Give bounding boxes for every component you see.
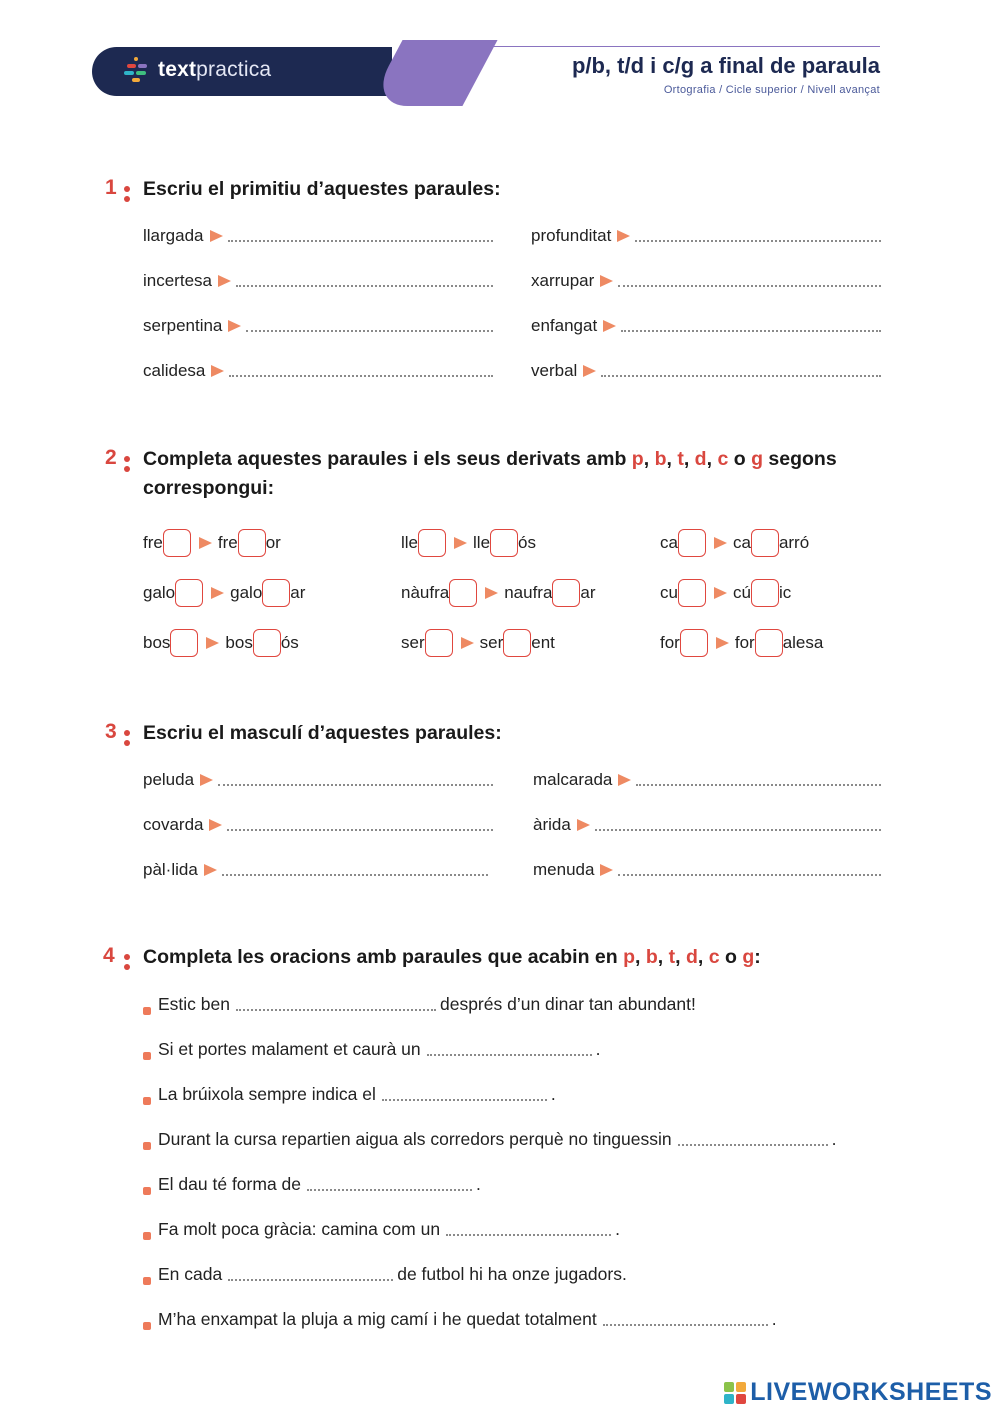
letter-box[interactable] (755, 629, 783, 657)
word-prompt: incertesa (143, 271, 212, 290)
answer-field[interactable] (228, 1278, 393, 1281)
answer-field[interactable] (621, 329, 881, 332)
section-colon-icon (124, 954, 130, 974)
word-completion-item: for for alesa (660, 629, 823, 657)
arrow-icon (617, 230, 630, 242)
word-prompt: llargada (143, 226, 204, 245)
section-heading: Escriu el masculí d’aquestes paraules: (143, 722, 502, 744)
section-number: 4 (103, 944, 115, 967)
letter-box[interactable] (262, 579, 290, 607)
arrow-icon (200, 774, 213, 786)
word-completion-item: fre fre or (143, 529, 281, 557)
exercise-row (531, 271, 881, 291)
bullet-icon (143, 1097, 151, 1105)
worksheet-title: p/b, t/d i c/g a final de paraula (571, 53, 880, 78)
word-prompt: pàl·lida (143, 860, 198, 879)
arrow-icon (454, 537, 467, 549)
bullet-icon (143, 1277, 151, 1285)
sentence-item: La brúixola sempre indica el . (143, 1084, 556, 1105)
letter-box[interactable] (418, 529, 446, 557)
arrow-icon (204, 864, 217, 876)
word-completion-item: bos bos ós (143, 629, 299, 657)
letter-box[interactable] (680, 629, 708, 657)
answer-field[interactable] (635, 239, 881, 242)
exercise-row (143, 316, 493, 336)
section-heading: Escriu el primitiu d’aquestes paraules: (143, 178, 501, 200)
arrow-icon (716, 637, 729, 649)
letter-box[interactable] (678, 579, 706, 607)
letter-box[interactable] (163, 529, 191, 557)
answer-field[interactable] (229, 374, 493, 377)
arrow-icon (461, 637, 474, 649)
answer-field[interactable] (601, 374, 881, 377)
answer-field[interactable] (307, 1188, 472, 1191)
letter-box[interactable] (490, 529, 518, 557)
word-completion-item: lle lle ós (401, 529, 536, 557)
section-number: 2 (105, 446, 117, 469)
arrow-icon (210, 230, 223, 242)
arrow-icon (714, 587, 727, 599)
word-prompt: menuda (533, 860, 595, 879)
sentence-item: El dau té forma de . (143, 1174, 481, 1195)
exercise-row (533, 815, 881, 835)
answer-field[interactable] (382, 1098, 547, 1101)
section-colon-icon (124, 456, 130, 476)
word-prompt: calidesa (143, 361, 206, 380)
section-number: 3 (105, 720, 117, 743)
word-prompt: serpentina (143, 316, 223, 335)
letter-box[interactable] (751, 529, 779, 557)
word-prompt: enfangat (531, 316, 598, 335)
word-prompt: xarrupar (531, 271, 595, 290)
exercise-row (531, 226, 881, 246)
letter-box[interactable] (503, 629, 531, 657)
word-prompt: malcarada (533, 770, 613, 789)
word-prompt: covarda (143, 815, 204, 834)
letter-box[interactable] (170, 629, 198, 657)
exercise-row (531, 361, 881, 381)
textpractica-logo-icon (124, 57, 150, 83)
exercise-row (143, 271, 493, 291)
logo-wordmark: textpractica (158, 58, 272, 81)
letter-box[interactable] (253, 629, 281, 657)
answer-field[interactable] (618, 873, 881, 876)
answer-field[interactable] (427, 1053, 592, 1056)
answer-field[interactable] (595, 828, 881, 831)
exercise-row (143, 815, 493, 835)
sentence-item: M’ha enxampat la pluja a mig camí i he quedat totalment . (143, 1309, 777, 1330)
letter-box[interactable] (678, 529, 706, 557)
arrow-icon (211, 365, 224, 377)
arrow-icon (199, 537, 212, 549)
word-prompt: profunditat (531, 226, 612, 245)
section-colon-icon (124, 730, 130, 750)
word-completion-item: cu cú ic (660, 579, 791, 607)
letter-box[interactable] (751, 579, 779, 607)
worksheet-subtitle: Ortografia / Cicle superior / Nivell avançat (663, 84, 880, 96)
brand-name: LIVEWORKSHEETS (750, 1378, 992, 1406)
section-heading: Completa les oracions amb paraules que acabin en p, b, t, d, c o g: (143, 946, 761, 968)
exercise-row (531, 316, 881, 336)
arrow-icon (211, 587, 224, 599)
bullet-icon (143, 1232, 151, 1240)
arrow-icon (485, 587, 498, 599)
answer-field[interactable] (218, 783, 493, 786)
exercise-row (143, 770, 493, 790)
arrow-icon (714, 537, 727, 549)
bullet-icon (143, 1142, 151, 1150)
exercise-row (143, 860, 488, 880)
arrow-icon (618, 774, 631, 786)
sentence-item: Fa molt poca gràcia: camina com un . (143, 1219, 620, 1240)
arrow-icon (600, 864, 613, 876)
answer-field[interactable] (222, 873, 488, 876)
arrow-icon (206, 637, 219, 649)
arrow-icon (600, 275, 613, 287)
sentence-item: En cada de futbol hi ha onze jugadors. (143, 1264, 627, 1285)
letter-box[interactable] (552, 579, 580, 607)
exercise-row (143, 226, 493, 246)
section-heading: Completa aquestes paraules i els seus derivats amb p, b, t, d, c o g segons correspongui: (143, 448, 837, 499)
word-prompt: peluda (143, 770, 195, 789)
sentence-item: Durant la cursa repartien aigua als corredors perquè no tinguessin . (143, 1129, 837, 1150)
answer-field[interactable] (236, 284, 493, 287)
answer-field[interactable] (446, 1233, 611, 1236)
arrow-icon (218, 275, 231, 287)
bullet-icon (143, 1322, 151, 1330)
arrow-icon (577, 819, 590, 831)
answer-field[interactable] (246, 329, 493, 332)
liveworksheets-watermark (724, 1378, 992, 1407)
answer-field[interactable] (227, 828, 493, 831)
section-number: 1 (105, 176, 117, 199)
answer-field[interactable] (678, 1143, 828, 1146)
liveworksheets-logo-icon (724, 1382, 746, 1404)
letter-box[interactable] (449, 579, 477, 607)
answer-field[interactable] (636, 783, 881, 786)
letter-box[interactable] (238, 529, 266, 557)
answer-field[interactable] (603, 1323, 768, 1326)
bullet-icon (143, 1187, 151, 1195)
arrow-icon (603, 320, 616, 332)
bullet-icon (143, 1007, 151, 1015)
letter-box[interactable] (425, 629, 453, 657)
word-completion-item: galo galo ar (143, 579, 305, 607)
arrow-icon (583, 365, 596, 377)
arrow-icon (209, 819, 222, 831)
exercise-row (533, 770, 881, 790)
word-completion-item: nàufra naufra ar (401, 579, 596, 607)
exercise-row (143, 361, 493, 381)
sentence-item: Si et portes malament et caurà un . (143, 1039, 601, 1060)
section-colon-icon (124, 186, 130, 206)
word-prompt: verbal (531, 361, 578, 380)
arrow-icon (228, 320, 241, 332)
letter-box[interactable] (175, 579, 203, 607)
word-completion-item: ca ca arró (660, 529, 809, 557)
answer-field[interactable] (236, 1008, 436, 1011)
word-prompt: àrida (533, 815, 571, 834)
sentence-item: Estic ben després d’un dinar tan abundant! (143, 994, 696, 1015)
exercise-row (533, 860, 881, 880)
header-divider (470, 46, 880, 47)
bullet-icon (143, 1052, 151, 1060)
answer-field[interactable] (618, 284, 881, 287)
word-completion-item: ser ser ent (401, 629, 555, 657)
answer-field[interactable] (228, 239, 494, 242)
